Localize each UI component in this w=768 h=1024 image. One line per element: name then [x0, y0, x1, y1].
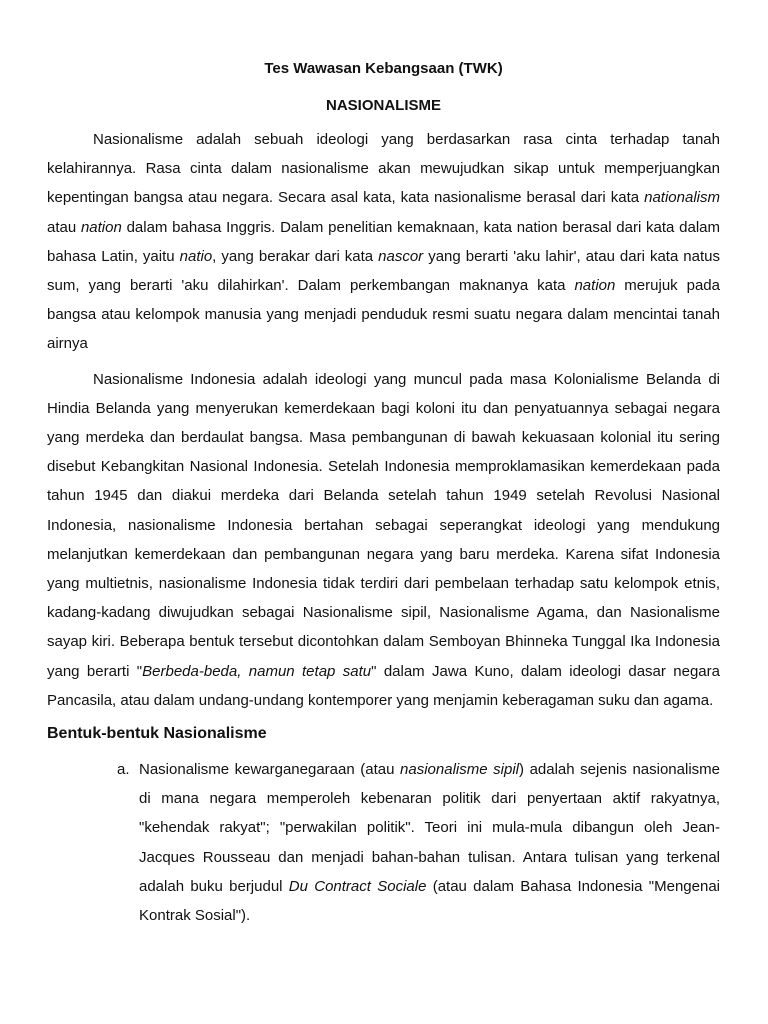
paragraph-2-text: " dalam Jawa Kuno, dalam ideologi dasar negara Pancasila, atau dalam undang-undang kontemporer yang menjamin keberagaman suku dan agama.	[47, 662, 720, 709]
list-item-text: ) adalah sejenis nasionalisme di mana negara memperoleh kebenaran politik dari penyertaan aktif rakyatnya, "kehendak rakyat"; "perwakilan politik". Teori ini mula-mula dibangun oleh Jean-Jacques Rousseau dan menjadi bahan-bahan tulisan. Antara tulisan yang terkenal adalah buku berjudul	[139, 761, 720, 895]
paragraph-1-text: merujuk pada bangsa atau kelompok manusia yang menjadi penduduk resmi suatu negara dalam mencintai tanah airnya	[47, 277, 720, 353]
list-marker: a.	[117, 761, 130, 779]
list-item-text: Nasionalisme kewarganegaraan (atau	[139, 761, 401, 779]
paragraph-1-italic-term: nascor	[378, 247, 424, 265]
list-item-italic-book-title: Du Contract Sociale	[288, 877, 427, 895]
paragraph-1-text: atau	[47, 218, 81, 236]
paragraph-1-italic-term: nationalism	[644, 189, 720, 207]
section-heading: Bentuk-bentuk Nasionalisme	[47, 725, 267, 743]
paragraph-1-italic-term: nation	[574, 277, 616, 295]
paragraph-1	[47, 125, 720, 359]
paragraph-1-text: Nasionalisme adalah sebuah ideologi yang berdasarkan rasa cinta terhadap tanah kelahirannya. Rasa cinta dalam nasionalisme akan mewujudkan sikap untuk memperjuangkan kepentingan bangsa atau negara. Secara asal kata, kata nasionalisme berasal dari kata	[47, 131, 720, 207]
paragraph-2-text: Nasionalisme Indonesia adalah ideologi yang muncul pada masa Kolonialisme Belanda di Hindia Belanda yang menyerukan kemerdekaan bagi koloni itu dan penyatuannya sebagai negara yang merdeka dan berdaulat bangsa. Masa pembangunan di bawah kekuasaan kolonial itu sering disebut Kebangkitan Nasional Indonesia. Setelah Indonesia memproklamasikan kemerdekaan pada tahun 1945 dan diakui merdeka dari Belanda setelah tahun 1949 setelah Revolusi Nasional Indonesia, nasionalisme Indonesia bertahan sebagai seperangkat ideologi yang mendukung melanjutkan kemerdekaan dan pembangunan negara yang baru merdeka. Karena sifat Indonesia yang multietnis, nasionalisme Indonesia tidak terdiri dari pembelaan terhadap satu kelompok etnis, kadang-kadang diwujudkan sebagai Nasionalisme sipil, Nasionalisme Agama, dan Nasionalisme sayap kiri. Beberapa bentuk tersebut dicontohkan dalam Semboyan Bhinneka Tunggal Ika Indonesia yang berarti "	[47, 370, 720, 680]
list-item-text: (atau dalam Bahasa Indonesia "Mengenai Kontrak Sosial").	[139, 877, 720, 925]
paragraph-1-text: dalam bahasa Inggris. Dalam penelitian kemaknaan, kata nation berasal dari kata dalam bahasa Latin, yaitu	[47, 218, 720, 265]
document-subtitle: NASIONALISME	[325, 97, 441, 114]
document-title: Tes Wawasan Kebangsaan (TWK)	[264, 60, 503, 77]
paragraph-1-text: yang berarti 'aku lahir', atau dari kata natus sum, yang berarti 'aku dilahirkan'. Dalam perkembangan maknanya kata	[47, 247, 721, 295]
paragraph-1-italic-term: nation	[80, 218, 122, 236]
paragraph-1-italic-term: natio	[179, 247, 213, 265]
forms-list	[47, 755, 720, 930]
paragraph-1-text: , yang berakar dari kata	[212, 247, 379, 265]
list-item-italic-term: nasionalisme sipil	[400, 761, 519, 779]
paragraph-2-italic-motto: Berbeda-beda, namun tetap satu	[142, 662, 372, 680]
paragraph-2	[47, 365, 720, 715]
list-item	[47, 755, 720, 930]
